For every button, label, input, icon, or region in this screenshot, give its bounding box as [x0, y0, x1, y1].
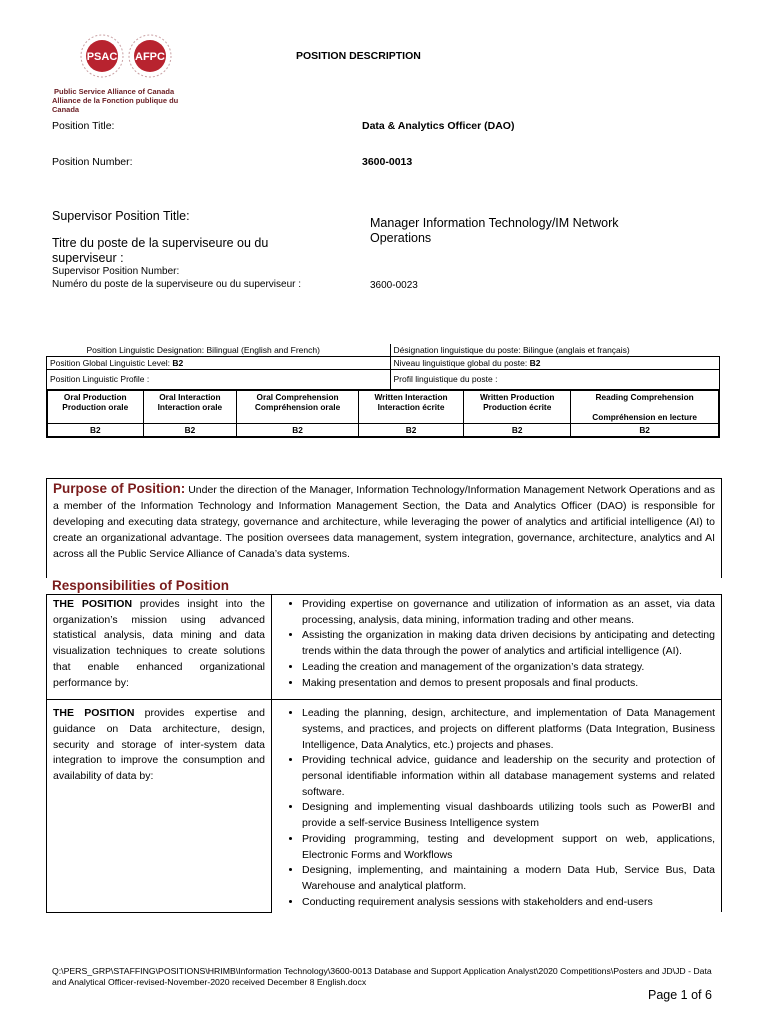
designation-en: Position Linguistic Designation: Bilingual (English and French) — [47, 344, 391, 357]
position-title-label: Position Title: — [52, 120, 115, 132]
table-row — [47, 700, 722, 913]
list-item: • Designing, implementing, and maintaining a modern Data Hub, Service Bus, Data Warehouse and analytical platform. — [302, 863, 715, 894]
profile-col-header: Oral Comprehension Compréhension orale — [237, 391, 359, 424]
profile-value: B2 — [464, 424, 571, 437]
profile-value: B2 — [571, 424, 719, 437]
profile-value: B2 — [143, 424, 237, 437]
global-level-en-value: B2 — [172, 358, 184, 368]
list-item: • Conducting requirement analysis sessions with stakeholders and end-users — [302, 895, 715, 911]
profile-fr: Profil linguistique du poste : — [390, 370, 720, 390]
responsibilities-heading: Responsibilities of Position — [52, 578, 230, 593]
profile-col-header: Oral Production Production orale — [48, 391, 144, 424]
designation-fr: Désignation linguistique du poste: Bilingue (anglais et français) — [390, 344, 720, 357]
purpose-paragraph — [53, 481, 715, 562]
list-item: • Providing expertise on governance and utilization of information as an asset, via data processing, analysis, data mining, information trading and other means. — [302, 597, 715, 628]
logo-line-fr: Alliance de la Fonction publique du Canada — [52, 96, 179, 114]
supervisor-number-fr-label: Numéro du poste de la superviseure ou du superviseur : — [52, 279, 302, 290]
list-item: • Assisting the organization in making data driven decisions by anticipating and detecting trends within the data through the power of analytics and artificial intelligence (AI). — [302, 628, 715, 659]
responsibilities-table — [46, 594, 722, 913]
list-item: • Leading the planning, design, architecture, and implementation of Data Management systems, and practices, and projects on different platforms (Data Integration, Business Intelligence, Data Analytics, etc.) projects and phases. — [302, 706, 715, 753]
responsibility-items — [272, 700, 722, 913]
profile-value: B2 — [237, 424, 359, 437]
responsibility-lead: THE POSITION provides expertise and guidance on Data architecture, design, security and storage of inter-system data integration to improve the consumption and availability of data by: — [47, 700, 272, 913]
position-title-value: Data & Analytics Officer (DAO) — [362, 120, 515, 132]
list-item: • Providing technical advice, guidance and leadership on the security and protection of personal identifiable information within all database management systems and related software. — [302, 753, 715, 800]
supervisor-title-fr-label: Titre du poste de la superviseure ou du superviseur : — [52, 236, 269, 265]
global-level-en: Position Global Linguistic Level: B2 — [47, 357, 391, 370]
list-item: • Making presentation and demos to present proposals and final products. — [302, 676, 715, 698]
supervisor-number-label: Supervisor Position Number: — [52, 266, 180, 277]
page-number: Page 1 of 6 — [648, 988, 712, 1002]
supervisor-title-label: Supervisor Position Title: — [52, 209, 190, 223]
responsibility-items — [272, 595, 722, 700]
document-title: POSITION DESCRIPTION — [296, 50, 421, 62]
profile-col-header: Reading Comprehension Compréhension en lecture — [571, 391, 719, 424]
profile-col-header: Oral Interaction Interaction orale — [143, 391, 237, 424]
footer-file-path: Q:\PERS_GRP\STAFFING\POSITIONS\HRIMB\Information Technology\3600-0013 Database and Support Application Analyst\2020 Competitions\Posters and JD\JD - Data and Analytical Officer-revised-November-2020 received December 8 English.docx — [52, 966, 712, 987]
linguistic-profile-grid — [47, 390, 719, 437]
profile-value: B2 — [358, 424, 463, 437]
list-item: • Designing and implementing visual dashboards utilizing tools such as PowerBI and provide a self-service Business Intelligence system — [302, 800, 715, 831]
supervisor-number-value: 3600-0023 — [370, 280, 418, 291]
linguistic-table — [46, 344, 720, 438]
list-item: • Leading the creation and management of the organization’s data strategy. — [302, 660, 715, 676]
purpose-heading: Purpose of Position: — [53, 481, 186, 496]
responsibility-lead: THE POSITION provides insight into the organization’s mission using advanced statistical analysis, data mining and data visualization techniques to create solutions that enable enhanced organizational performance by: — [47, 595, 272, 700]
purpose-text: Under the direction of the Manager, Information Technology/Information Management Network Operations and as a member of the Information Technology and Information Management Section, the Data and Analytics Officer (DAO) is responsible for developing and executing data strategy, governance and architecture, while leveraging the power of analytics and artificial intelligence (AI) to create an organizational advantage. The position oversees data management, system integration, governance, architecture, analytics and AI across all the Public Service Alliance of Canada’s data systems. — [53, 484, 715, 560]
list-item: • Providing programming, testing and development support on web, applications, Electronic Forms and Workflows — [302, 832, 715, 863]
logo-line-en: Public Service Alliance of Canada — [54, 87, 175, 96]
logo-left-text: PSAC — [86, 51, 118, 63]
psac-logo — [52, 34, 202, 114]
supervisor-title-value: Manager Information Technology/IM Network Operations — [370, 216, 619, 245]
profile-col-header: Written Interaction Interaction écrite — [358, 391, 463, 424]
global-level-fr: Niveau linguistique global du poste: B2 — [390, 357, 720, 370]
position-number-label: Position Number: — [52, 156, 133, 168]
logo-emblem-icon — [52, 34, 202, 82]
profile-en: Position Linguistic Profile : — [47, 370, 391, 390]
profile-value: B2 — [48, 424, 144, 437]
global-level-fr-value: B2 — [529, 358, 541, 368]
position-number-value: 3600-0013 — [362, 156, 413, 168]
purpose-section — [46, 478, 722, 578]
table-row — [47, 595, 722, 700]
logo-right-text: AFPC — [135, 51, 165, 63]
profile-col-header: Written Production Production écrite — [464, 391, 571, 424]
